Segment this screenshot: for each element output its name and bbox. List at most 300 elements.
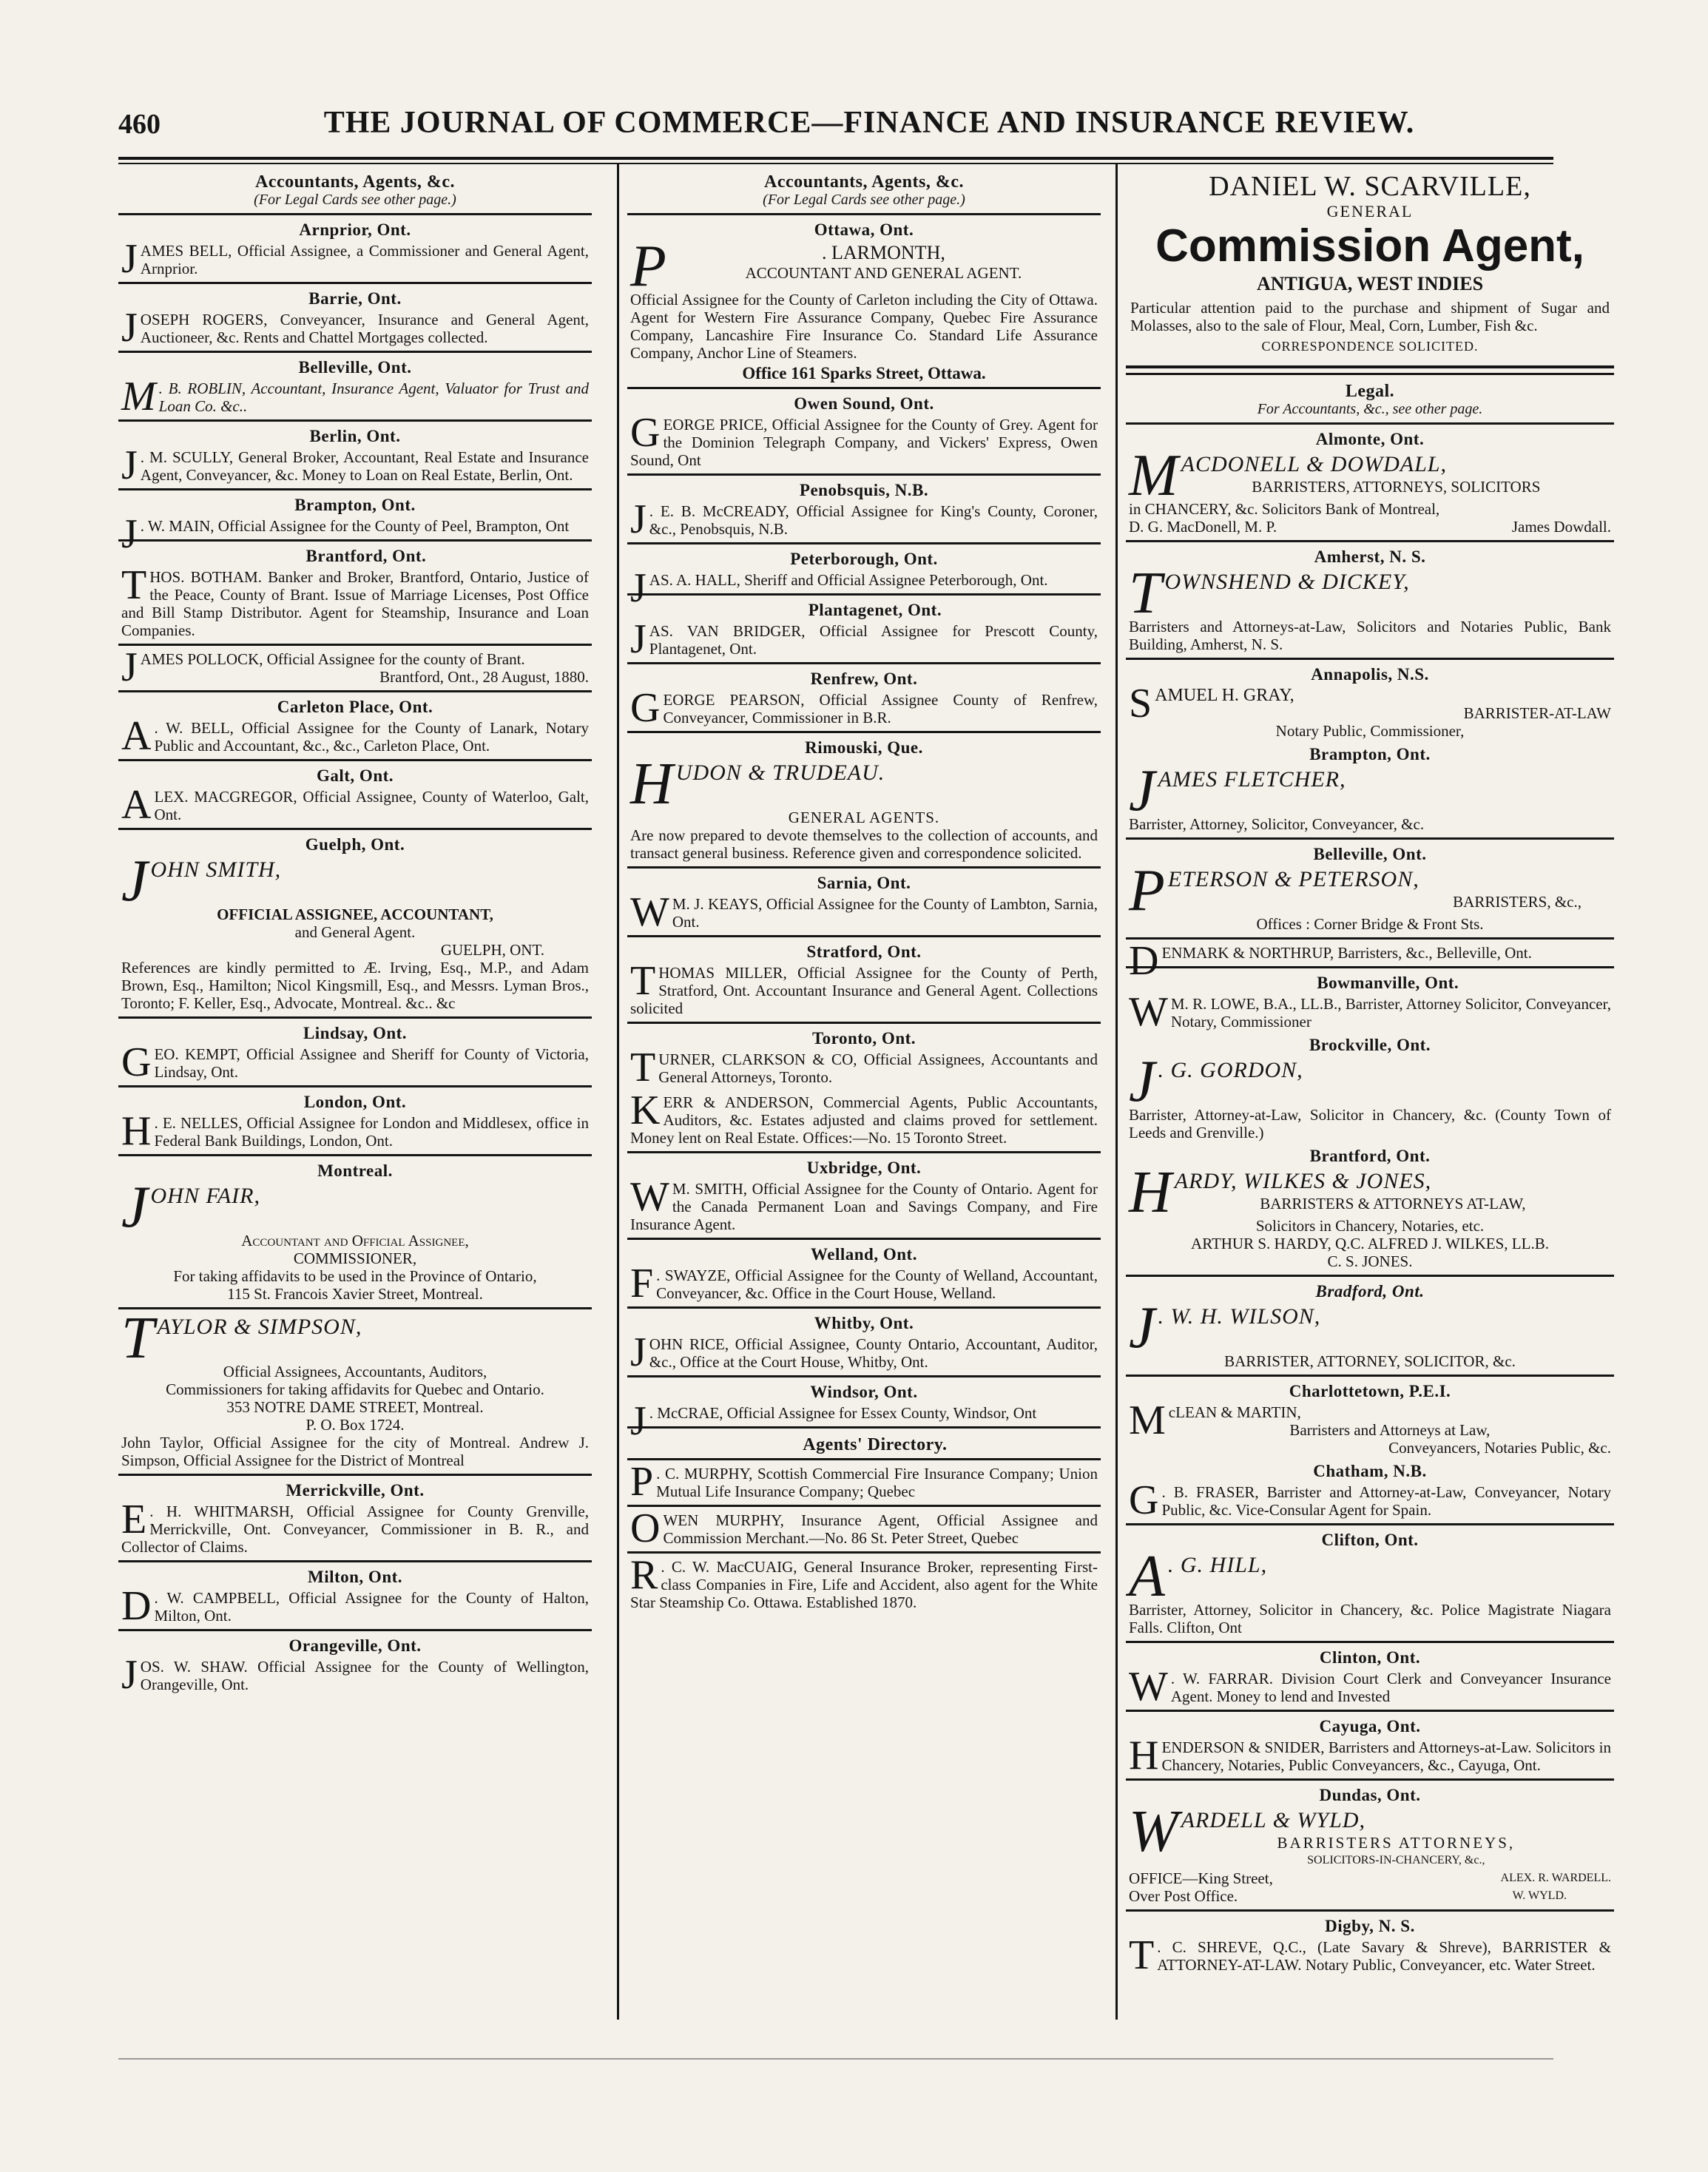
drop-cap: W [1129, 1664, 1168, 1710]
drop-cap: S [1129, 681, 1152, 726]
firm-name: . G. GORDON, [1158, 1058, 1303, 1082]
listing-text [1129, 1477, 1611, 1523]
location-heading: Ottawa, Ont. [814, 220, 914, 239]
separator [1126, 1710, 1614, 1712]
separator [1126, 1275, 1614, 1277]
listing-body: ENMARK & NORTHRUP, Barristers, &c., Belleville, Ont. [1161, 944, 1532, 962]
listing [627, 481, 1101, 542]
drop-cap: K [630, 1087, 661, 1133]
drop-cap: W [630, 889, 669, 935]
separator [1126, 1375, 1614, 1377]
location-heading: Guelph, Ont. [305, 835, 405, 854]
listing-body: . B. FRASER, Barrister and Attorney-at-Law, Conveyancer, Notary Public, &c. Vice-Consular Agent for Spain. [1161, 1483, 1611, 1519]
firm-title: ACCOUNTANT AND GENERAL AGENT. [745, 264, 1022, 282]
drop-cap: J [121, 644, 138, 690]
separator [118, 1154, 592, 1156]
drop-cap: T [1129, 1932, 1155, 1978]
listing [627, 1552, 1101, 1611]
column-divider-2 [1115, 163, 1118, 2020]
separator [627, 731, 1101, 733]
listing [627, 874, 1101, 935]
firm-body: Official Assignee for the County of Carleton including the City of Ottawa. Agent for Western Fire Assurance Company, Quebec Fire Assurance Company, Lancashire Fire Insurance Co. Standard Life Assurance Company, Anchor Line of Steamers. [630, 291, 1098, 362]
listing-body: M. SMITH, Official Assignee for the County of Ontario. Agent for the Canada Permanent Loan and Savings Company, and Fire Insurance Agent. [630, 1180, 1098, 1233]
listing [627, 1383, 1101, 1444]
separator [118, 351, 592, 353]
listing-text [1129, 1733, 1611, 1778]
listing-body: HOS. BOTHAM. Banker and Broker, Brantford, Ontario, Justice of the Peace, County of Brant. Issue of Marriage Licenses, Post Office and Bill Stamp Distributor. Agent for Steamship, Insurance and Loan Companies. [121, 568, 589, 639]
firm-subtitle: SOLICITORS-IN-CHANCERY, &c., [1307, 1854, 1485, 1866]
header-rule-bottom [118, 163, 1553, 164]
listing-body: OHN RICE, Official Assignee, County Ontario, Accountant, Auditor, &c., Office at the Court House, Whitby, Ont. [649, 1335, 1098, 1371]
drop-cap: W [1129, 989, 1168, 1035]
listing-text [121, 562, 589, 639]
firm-address: 115 St. Francois Xavier Street, Montreal. [227, 1285, 483, 1303]
firm-body: For taking affidavits to be used in the Province of Ontario, [173, 1267, 537, 1285]
firm-body: Barrister, Attorney, Solicitor, Conveyancer, &c. [1129, 815, 1425, 833]
firm-body: in CHANCERY, &c. Solicitors Bank of Montreal, [1129, 500, 1440, 518]
location-heading: Owen Sound, Ont. [794, 394, 934, 413]
separator [118, 1629, 592, 1631]
location-heading: Brampton, Ont. [294, 496, 416, 514]
listing-brantford [1126, 1147, 1614, 1270]
listing-body: M. R. LOWE, B.A., LL.B., Barrister, Attorney Solicitor, Conveyancer, Notary, Commissioner [1170, 995, 1611, 1031]
listing [627, 1029, 1101, 1090]
separator [1126, 373, 1614, 375]
location-heading: Welland, Ont. [811, 1245, 917, 1264]
firm-office-row [1129, 1869, 1611, 1887]
separator [118, 1085, 592, 1087]
separator [627, 1551, 1101, 1554]
listing-text [630, 752, 1098, 862]
firm-name: UDON & TRUDEAU. [675, 760, 885, 785]
drop-cap: J [630, 1398, 647, 1444]
separator [627, 542, 1101, 544]
firm-post-row [1129, 1887, 1611, 1905]
footer-rule [118, 2058, 1553, 2060]
listing-text [121, 644, 589, 690]
journal-title: THE JOURNAL OF COMMERCE—FINANCE AND INSURANCE REVIEW. [323, 106, 1415, 140]
listing-brampton [1126, 746, 1614, 833]
drop-cap: G [121, 1039, 152, 1085]
listing-text [1129, 1544, 1611, 1636]
column-accountants-2 [627, 170, 1101, 2042]
drop-cap: E [121, 1497, 147, 1542]
firm-name: AMES FLETCHER, [1158, 767, 1346, 792]
listing-body: . E. B. McCREADY, Official Assignee for King's County, Coroner, &c., Penobsquis, N.B. [649, 502, 1098, 538]
listing-body: EO. KEMPT, Official Assignee and Sheriff for County of Victoria, Lindsay, Ont. [154, 1045, 589, 1081]
drop-cap: T [121, 1306, 155, 1371]
firm-title: BARRISTERS ATTORNEYS, [1277, 1834, 1516, 1852]
separator [1126, 1909, 1614, 1912]
drop-cap: J [121, 305, 138, 351]
firm-address: 353 NOTRE DAME STREET, Montreal. [226, 1398, 484, 1416]
section-note: For Accountants, &c., see other page. [1257, 401, 1483, 417]
separator [118, 213, 592, 215]
listing [627, 395, 1101, 469]
office-address: OFFICE—King Street, [1129, 1869, 1273, 1887]
listing [627, 1245, 1101, 1306]
drop-cap: M [121, 374, 156, 419]
drop-cap: J [630, 616, 647, 662]
listing [118, 644, 592, 690]
separator [1126, 422, 1614, 425]
listing-body: M. J. KEAYS, Official Assignee for the County of Lambton, Sarnia, Ont. [672, 895, 1098, 931]
listing-text [630, 1552, 1098, 1611]
separator [118, 644, 592, 646]
listing-body: . W. BELL, Official Assignee for the County of Lanark, Notary Public and Accountant, &c., &c., Carleton Place, Ont. [154, 719, 589, 755]
listing-text [1129, 1397, 1611, 1457]
separator [627, 1426, 1101, 1429]
drop-cap: G [630, 685, 661, 731]
partner-left: D. G. MacDonell, M. P. [1129, 518, 1277, 536]
listing-body: WEN MURPHY, Insurance Agent, Official Assignee and Commission Merchant.—No. 86 St. Peter Street, Quebec [663, 1511, 1098, 1547]
listing [627, 1087, 1101, 1147]
listing-body: EORGE PEARSON, Official Assignee County of Renfrew, Conveyancer, Commissioner in B.R. [663, 691, 1098, 726]
ad-correspondence: CORRESPONDENCE SOLICITED. [1261, 339, 1479, 354]
page-number: 460 [118, 109, 161, 140]
listing-body: AMES BELL, Official Assignee, a Commissioner and General Agent, Arnprior. [140, 242, 589, 277]
location-heading: Penobsquis, N.B. [799, 481, 929, 499]
separator [1126, 1523, 1614, 1525]
firm-name: AYLOR & SIMPSON, [157, 1315, 362, 1339]
location-heading: Cayuga, Ont. [1319, 1717, 1421, 1736]
section-note: (For Legal Cards see other page.) [763, 192, 965, 208]
partner-wardell: ALEX. R. WARDELL. [1500, 1872, 1611, 1884]
listing [1126, 1717, 1614, 1778]
listing-text [630, 1261, 1098, 1306]
location-heading: Digby, N. S. [1325, 1917, 1415, 1935]
separator [1126, 658, 1614, 660]
listing [118, 427, 592, 488]
ad-headline: Commission Agent, [1155, 220, 1584, 272]
drop-cap: H [630, 752, 673, 817]
listing-body: AS. VAN BRIDGER, Official Assignee for Prescott County, Plantagenet, Ont. [649, 622, 1098, 658]
listing-body: . McCRAE, Official Assignee for Essex County, Windsor, Ont [649, 1404, 1037, 1422]
firm-name: ETERSON & PETERSON, [1167, 867, 1420, 891]
listing-body: . W. MAIN, Official Assignee for the County of Peel, Brampton, Ont [140, 517, 570, 535]
separator [627, 662, 1101, 664]
drop-cap: J [630, 565, 647, 611]
separator [118, 488, 592, 490]
listing-text [1129, 758, 1611, 833]
listing [118, 1024, 592, 1085]
location-heading: Merrickville, Ont. [286, 1481, 425, 1500]
listing-text [1129, 1932, 1611, 1978]
separator [1126, 937, 1614, 940]
separator [1126, 966, 1614, 968]
drop-cap: T [630, 1045, 656, 1090]
firm-body: Offices : Corner Bridge & Front Sts. [1256, 915, 1484, 933]
firm-name: . W. H. WILSON, [1158, 1304, 1321, 1329]
drop-cap: J [121, 442, 138, 488]
drop-cap: D [1129, 938, 1159, 984]
ad-body: Particular attention paid to the purchase and shipment of Sugar and Molasses, also to the sale of Flour, Meal, Corn, Lumber, Fish &c. [1130, 299, 1610, 334]
drop-cap: O [630, 1505, 661, 1551]
separator [118, 1560, 592, 1562]
drop-cap: J [121, 511, 138, 557]
firm-subtitle: COMMISSIONER, [293, 1249, 417, 1267]
listing [118, 1636, 592, 1698]
section-title: Agents' Directory. [803, 1435, 948, 1454]
listing-body: URNER, CLARKSON & CO, Official Assignees, Accountants and General Attorneys, Toronto. [658, 1050, 1098, 1086]
listing-text [121, 442, 589, 488]
separator [627, 473, 1101, 476]
listing-text [1129, 561, 1611, 653]
firm-references: References are kindly permitted to Æ. Irving, Esq., M.P., and Adam Brown, Esq., Hamilton; Nicol Kingsmill, Esq., and Messrs. Lyman Bros., Toronto; F. Keller, Esq., Advocate, Montreal. &c.. &c [121, 959, 589, 1012]
listing-montreal [118, 1162, 592, 1303]
drop-cap: J [121, 1175, 148, 1240]
firm-name: OWNSHEND & DICKEY, [1164, 570, 1410, 594]
header-rule-top [118, 157, 1553, 160]
location-heading: Belleville, Ont. [1313, 845, 1427, 863]
drop-cap: A [121, 713, 152, 759]
section-heading [627, 170, 1101, 209]
listing [627, 1159, 1101, 1233]
separator [627, 213, 1101, 215]
drop-cap: D [121, 1583, 152, 1629]
listing-belleville [1126, 846, 1614, 933]
location-heading: Amherst, N. S. [1314, 547, 1426, 566]
listing-body: ERR & ANDERSON, Commercial Agents, Public Accountants, Auditors, &c. Estates adjusted and claims proved for settlement. Money lent on Real Estate. Offices:—No. 15 Toronto Street. [630, 1093, 1098, 1147]
drop-cap: M [1129, 1397, 1166, 1443]
firm-title: Accountant and Official Assignee, [241, 1232, 469, 1249]
column-legal [1126, 170, 1614, 2042]
firm-body: Are now prepared to devote themselves to the collection of accounts, and transact general business. Reference given and correspondence solicited. [630, 826, 1098, 862]
location-heading: Dundas, Ont. [1319, 1786, 1421, 1804]
location-heading: Belleville, Ont. [298, 358, 412, 377]
listing-text [630, 1398, 1098, 1444]
firm-line: Commissioners for taking affidavits for Quebec and Ontario. [166, 1380, 544, 1398]
drop-cap: T [1129, 561, 1162, 626]
listing [627, 1459, 1101, 1505]
listing-text [1129, 858, 1611, 933]
location-heading: Plantagenet, Ont. [808, 601, 942, 619]
location-heading: Windsor, Ont. [810, 1383, 918, 1401]
column-accountants-1 [118, 170, 592, 2042]
firm-body: John Taylor, Official Assignee for the city of Montreal. Andrew J. Simpson, Official Assignee for the District of Montreal [121, 1434, 589, 1469]
location-heading: Galt, Ont. [316, 766, 394, 785]
drop-cap: W [1129, 1799, 1178, 1864]
listing-text [630, 1045, 1098, 1090]
listing-body: . H. WHITMARSH, Official Assignee for County Grenville, Merrickville, Ont. Conveyancer, Commissioner in B. R., and Collector of Claims. [121, 1502, 589, 1556]
location-heading: Brampton, Ont. [1309, 745, 1431, 763]
firm-name: ARDELL & WYLD, [1181, 1808, 1366, 1832]
firm-body: Barrister, Attorney-at-Law, Solicitor in Chancery, &c. (County Town of Leeds and Grenville.) [1129, 1106, 1611, 1141]
separator [1126, 1778, 1614, 1781]
ad-place: ANTIGUA, WEST INDIES [1256, 273, 1484, 294]
listing-body: OSEPH ROGERS, Conveyancer, Insurance and General Agent, Auctioneer, &c. Rents and Chattel Mortgages collected. [140, 311, 589, 346]
separator [118, 1016, 592, 1019]
listing-body: HOMAS MILLER, Official Assignee for the County of Perth, Stratford, Ont. Accountant Insurance and General Agent. Collections solicited [630, 964, 1098, 1017]
firm-title: BARRISTERS, ATTORNEYS, SOLICITORS [1252, 478, 1541, 496]
location-heading: Toronto, Ont. [811, 1029, 917, 1048]
separator [1126, 837, 1614, 840]
listing-date: Brantford, Ont., 28 August, 1880. [379, 668, 589, 686]
drop-cap: H [1129, 1733, 1159, 1778]
listing [118, 1093, 592, 1154]
listing-ottawa [627, 221, 1101, 382]
firm-name: . W. FARRAR. [1170, 1670, 1274, 1687]
drop-cap: F [630, 1261, 654, 1306]
location-heading: Orangeville, Ont. [288, 1636, 422, 1655]
listing-annapolis [1126, 666, 1614, 740]
separator [627, 1306, 1101, 1309]
listing-text [630, 1087, 1098, 1147]
separator [627, 387, 1101, 389]
separator [627, 1151, 1101, 1153]
location-heading: Clinton, Ont. [1319, 1648, 1421, 1667]
section-title: Accountants, Agents, &c. [255, 172, 455, 192]
listing-text [121, 236, 589, 282]
listing-text [630, 234, 1098, 382]
firm-name: . G. HILL, [1167, 1553, 1268, 1577]
listing-body: EORGE PRICE, Official Assignee for the County of Grey. Agent for the Dominion Telegraph Company, and Vickers' Express, Owen Sound, Ont [630, 416, 1098, 469]
listing [118, 358, 592, 419]
ad-general: GENERAL [1326, 202, 1414, 220]
listing-text [121, 782, 589, 828]
firm-partner-last: C. S. JONES. [1327, 1252, 1413, 1270]
listing-charlottetown [1126, 1383, 1614, 1457]
firm-title: BARRISTERS & ATTORNEYS AT-LAW, [1260, 1195, 1526, 1213]
drop-cap: G [1129, 1477, 1159, 1523]
firm-subtitle: Solicitors in Chancery, Notaries, etc. [1255, 1217, 1485, 1235]
location-heading: Montreal. [317, 1161, 393, 1180]
location-heading: Lindsay, Ont. [303, 1024, 408, 1042]
listing [118, 1482, 592, 1556]
location-heading: Brantford, Ont. [306, 547, 427, 565]
drop-cap: A [1129, 1544, 1165, 1609]
listing-text [630, 616, 1098, 662]
firm-name: AMUEL H. GRAY, [1155, 686, 1294, 705]
separator [118, 1474, 592, 1476]
listing-text [630, 958, 1098, 1017]
listing-body: Division Court Clerk and Conveyancer Insurance Agent. Money to lend and Invested [1170, 1670, 1611, 1705]
listing-guelph [118, 836, 592, 1012]
firm-body: Barristers and Attorneys at Law, [1289, 1421, 1491, 1439]
listing-text [121, 1175, 589, 1303]
section-title: Legal. [1345, 382, 1395, 401]
firm-name: OHN FAIR, [150, 1184, 260, 1208]
drop-cap: M [1129, 443, 1178, 508]
drop-cap: J [121, 1652, 138, 1698]
listing-text [1129, 443, 1611, 536]
listing-text [630, 1505, 1098, 1551]
listing-amherst [1126, 548, 1614, 653]
separator [118, 759, 592, 761]
firm-line: Official Assignees, Accountants, Auditors, [223, 1363, 487, 1380]
column-divider-1 [617, 163, 619, 2020]
firm-name: ACDONELL & DOWDALL, [1181, 452, 1447, 476]
separator [627, 866, 1101, 869]
listing-text [121, 1108, 589, 1154]
location-heading: Stratford, Ont. [806, 942, 922, 961]
firm-body: Barristers and Attorneys-at-Law, Solicitors and Notaries Public, Bank Building, Amherst, N. S. [1129, 618, 1611, 653]
listing-text [121, 1652, 589, 1698]
listing-dundas [1126, 1787, 1614, 1905]
listing-text [1129, 681, 1611, 740]
listing-text [630, 889, 1098, 935]
drop-cap: R [630, 1552, 658, 1598]
firm-body: Barrister, Attorney, Solicitor in Chancery, &c. Police Magistrate Niagara Falls. Clifton, Ont [1129, 1601, 1611, 1636]
location-heading: Berlin, Ont. [309, 427, 401, 445]
ad-name: DANIEL W. SCARVILLE, [1209, 171, 1531, 202]
listing-bradford [1126, 1283, 1614, 1370]
separator [1126, 1641, 1614, 1643]
location-heading: Annapolis, N.S. [1311, 665, 1429, 684]
listing-text [121, 1039, 589, 1085]
listing-body: AMES POLLOCK, Official Assignee for the county of Brant. [140, 650, 525, 668]
firm-title: BARRISTER-AT-LAW [1463, 704, 1611, 722]
listing-body: . C. W. MacCUAIG, General Insurance Broker, representing First-class Companies in Fire, Life and Accident, also agent for the White Star Steamship Co. Ottawa. Established 1870. [630, 1558, 1098, 1611]
listing [1126, 1917, 1614, 1978]
listing-text [630, 410, 1098, 469]
firm-title: OFFICIAL ASSIGNEE, ACCOUNTANT, [217, 905, 493, 923]
drop-cap: J [1129, 1049, 1155, 1114]
separator [627, 1022, 1101, 1024]
separator [118, 539, 592, 542]
listing-text [121, 1497, 589, 1556]
location-heading: Arnprior, Ont. [299, 220, 411, 239]
location-heading: Carleton Place, Ont. [277, 698, 433, 716]
listing-body: . C. MURPHY, Scottish Commercial Fire Insurance Company; Union Mutual Life Insurance Company; Quebec [656, 1465, 1098, 1500]
office-post: Over Post Office. [1129, 1887, 1238, 1905]
drop-cap: P [1129, 858, 1165, 923]
location-heading: Chatham, N.B. [1313, 1462, 1427, 1480]
listing-text [121, 713, 589, 759]
listing-text [630, 685, 1098, 731]
drop-cap: H [1129, 1160, 1172, 1225]
listing-text [630, 1174, 1098, 1233]
listing-text [121, 849, 589, 1012]
location-heading: Bowmanville, Ont. [1317, 974, 1459, 992]
drop-cap: H [121, 1108, 152, 1154]
listing [1126, 974, 1614, 1035]
separator [627, 1238, 1101, 1240]
listing [627, 1314, 1101, 1375]
drop-cap: P [630, 234, 666, 299]
listing-rimouski [627, 739, 1101, 862]
listing [118, 766, 592, 828]
location-heading: Whitby, Ont. [814, 1314, 914, 1332]
listing [118, 220, 592, 282]
listing-brockville [1126, 1036, 1614, 1141]
location-heading: Rimouski, Que. [805, 738, 923, 757]
separator [118, 690, 592, 692]
listing-text [1129, 1664, 1611, 1710]
listing [118, 698, 592, 759]
location-heading: Bradford, Ont. [1315, 1282, 1425, 1301]
firm-name: cLEAN & MARTIN, [1168, 1403, 1301, 1421]
drop-cap: J [630, 496, 647, 542]
listing-body: . SWAYZE, Official Assignee for the County of Welland, Accountant, Conveyancer, &c. Office in the Court House, Welland. [656, 1267, 1098, 1302]
firm-partners: ARTHUR S. HARDY, Q.C. ALFRED J. WILKES, LL.B. [1191, 1235, 1549, 1252]
firm-partners [1129, 518, 1611, 536]
listing-text [630, 496, 1098, 542]
listing-clifton [1126, 1531, 1614, 1636]
listing-text [121, 305, 589, 351]
listing-text [630, 1329, 1098, 1375]
drop-cap: W [630, 1174, 669, 1220]
listing-text [1129, 989, 1611, 1035]
firm-body: BARRISTER, ATTORNEY, SOLICITOR, &c. [1224, 1352, 1516, 1370]
firm-name: ARDY, WILKES & JONES, [1174, 1169, 1432, 1193]
firm-pobox: P. O. Box 1724. [306, 1416, 405, 1434]
section-note: (For Legal Cards see other page.) [254, 192, 456, 208]
separator [1126, 365, 1614, 368]
listing [118, 1568, 592, 1629]
listing-body: . B. ROBLIN, Accountant, Insurance Agent, Valuator for Trust and Loan Co. &c.. [158, 380, 589, 415]
separator [1126, 540, 1614, 542]
